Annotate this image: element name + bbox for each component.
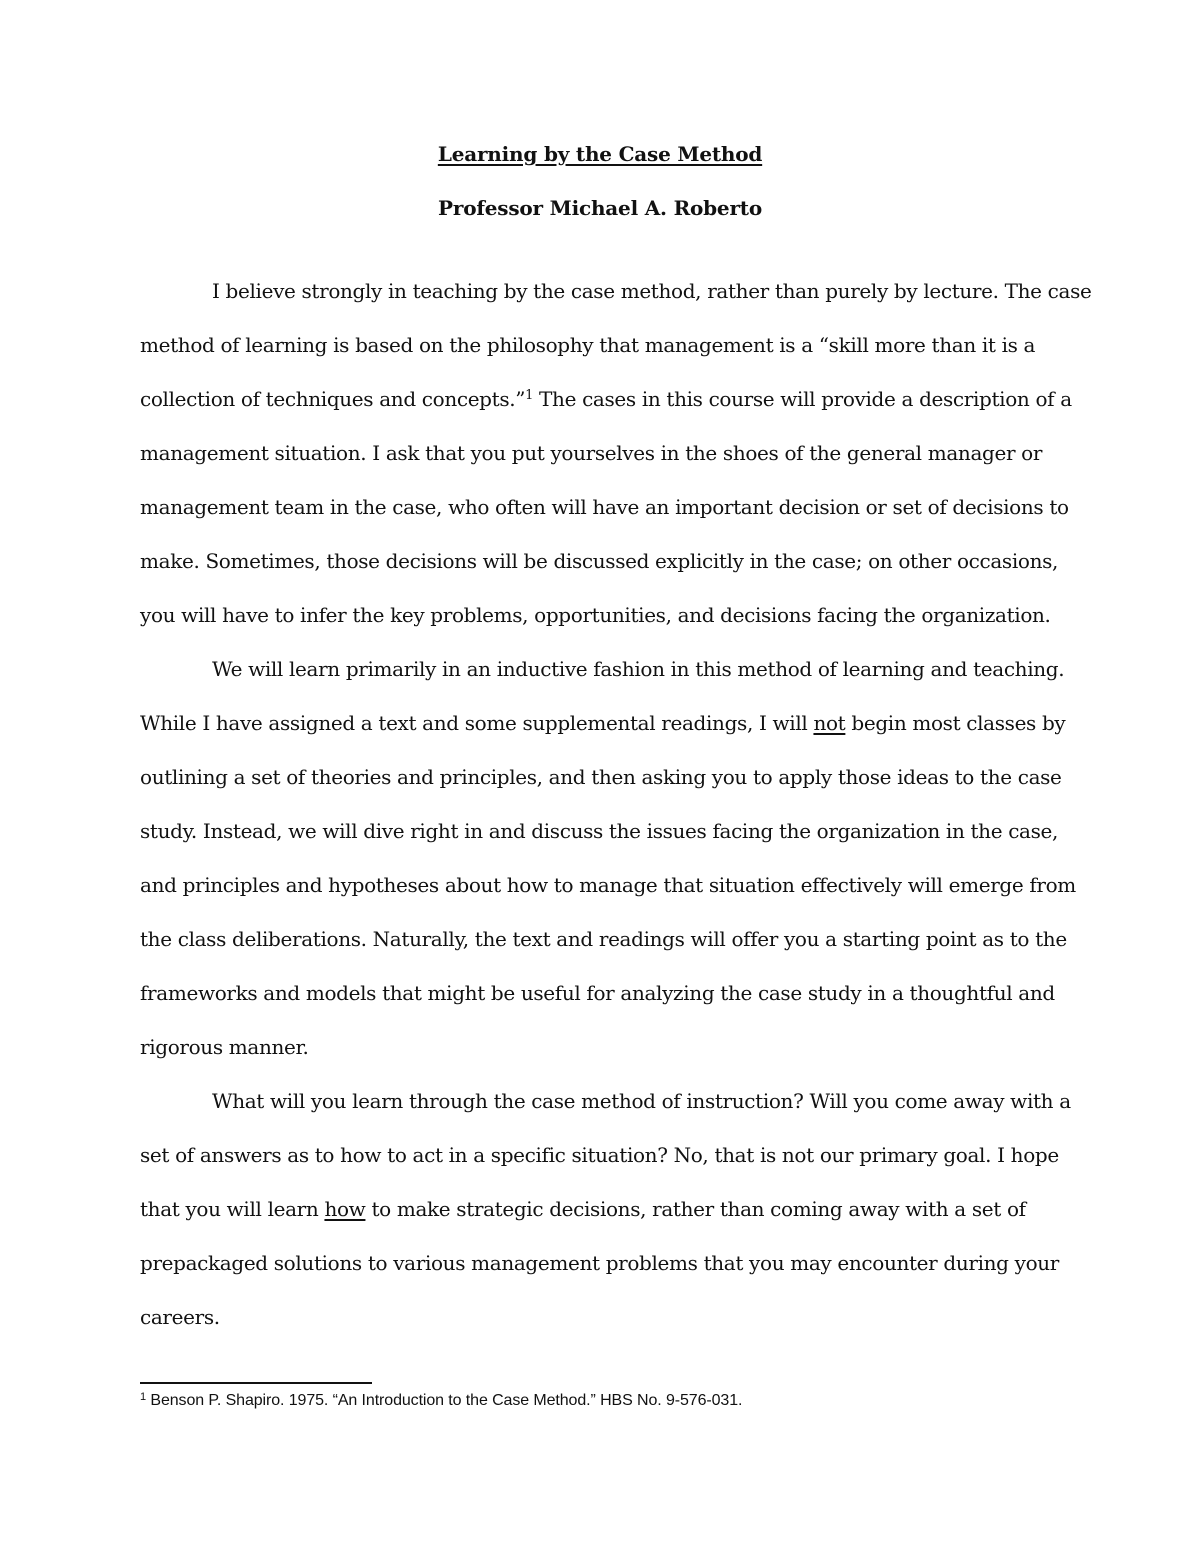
paragraph-3-line-3	[140, 1196, 1026, 1222]
footnote	[140, 1391, 742, 1412]
paragraph-3-line-3-text: that you will learn	[140, 1197, 325, 1221]
paragraph-1-line-3-rest: The cases in this course will provide a description of a	[533, 387, 1072, 411]
paragraph-3-line-5: careers.	[140, 1305, 220, 1329]
paragraph-1-line-5: management team in the case, who often will have an important decision or set of decisions to	[140, 495, 1069, 519]
emphasis-how: how	[324, 1197, 366, 1221]
paragraph-1-line-4: management situation. I ask that you put yourselves in the shoes of the general manager or	[140, 441, 1043, 465]
paragraph-2-line-2-rest: begin most classes by	[845, 711, 1066, 735]
paragraph-1-line-3	[140, 386, 1072, 416]
paragraph-2-line-8: rigorous manner.	[140, 1035, 309, 1059]
paragraph-2-line-2	[140, 710, 1065, 736]
footnote-text: Benson P. Shapiro. 1975. “An Introduction to the Case Method.” HBS No. 9-576-031.	[146, 1392, 743, 1409]
paragraph-2-line-4: study. Instead, we will dive right in and discuss the issues facing the organization in the case,	[140, 819, 1059, 843]
paragraph-1-line-7: you will have to infer the key problems, opportunities, and decisions facing the organization.	[140, 603, 1051, 627]
paragraph-2-line-5: and principles and hypotheses about how to manage that situation effectively will emerge from	[140, 873, 1076, 897]
footnote-reference[interactable]: 1	[525, 388, 534, 403]
paragraph-1-line-6: make. Sometimes, those decisions will be discussed explicitly in the case; on other occasions,	[140, 549, 1059, 573]
paragraph-2-line-3: outlining a set of theories and principles, and then asking you to apply those ideas to the case	[140, 765, 1062, 789]
paragraph-2-line-1: We will learn primarily in an inductive fashion in this method of learning and teaching.	[212, 657, 1065, 681]
paragraph-1-line-1: I believe strongly in teaching by the case method, rather than purely by lecture. The case	[212, 279, 1092, 303]
emphasis-not: not	[813, 711, 846, 735]
paragraph-2-line-7: frameworks and models that might be useful for analyzing the case study in a thoughtful and	[140, 981, 1055, 1005]
paragraph-1-line-3-text: collection of techniques and concepts.”	[140, 387, 526, 411]
footnote-separator	[140, 1382, 372, 1384]
paragraph-2-line-2-text: While I have assigned a text and some supplemental readings, I will	[140, 711, 814, 735]
paragraph-2-line-6: the class deliberations. Naturally, the text and readings will offer you a starting point as to the	[140, 927, 1067, 951]
paragraph-3-line-4: prepackaged solutions to various management problems that you may encounter during your	[140, 1251, 1060, 1275]
document-author: Professor Michael A. Roberto	[438, 196, 762, 220]
paragraph-1-line-2: method of learning is based on the philosophy that management is a “skill more than it is a	[140, 333, 1036, 357]
paragraph-3-line-3-rest: to make strategic decisions, rather than coming away with a set of	[365, 1197, 1026, 1221]
paragraph-3-line-1: What will you learn through the case method of instruction? Will you come away with a	[212, 1089, 1071, 1113]
paragraph-3-line-2: set of answers as to how to act in a specific situation? No, that is not our primary goal. I hope	[140, 1143, 1059, 1167]
footnote-number: 1	[140, 1391, 147, 1403]
document-title: Learning by the Case Method	[437, 142, 763, 166]
